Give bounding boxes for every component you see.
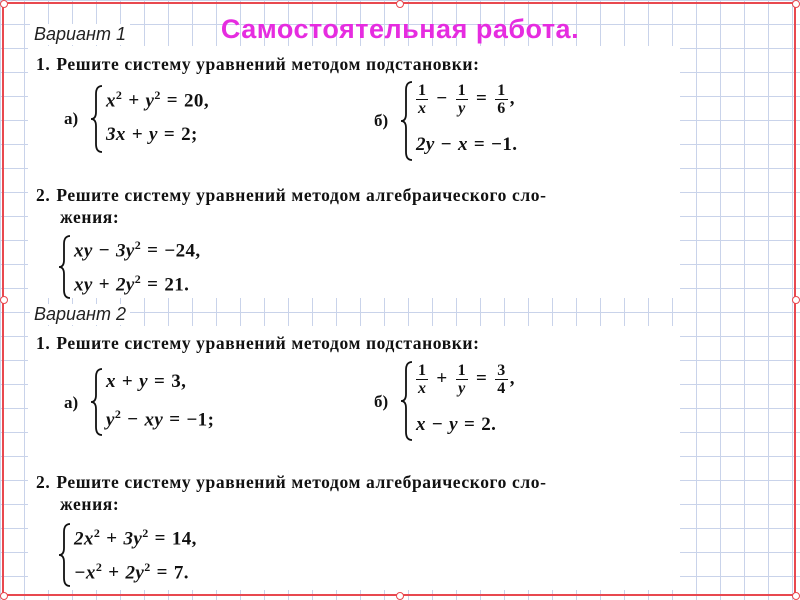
resize-handle-top-left[interactable] — [0, 0, 8, 8]
brace-icon — [90, 367, 104, 437]
v1-system-a — [90, 84, 290, 154]
fraction: $\frac{1}{y}$ — [457, 82, 467, 117]
v2-a-equation-1: x + y = 3, — [106, 371, 187, 392]
v2-a-equation-2: $y^2$ − xy = −1; — [106, 407, 215, 431]
fraction: $\frac{1}{x}$ — [418, 82, 427, 117]
resize-handle-middle-left[interactable] — [0, 296, 8, 304]
v1-a-equation-1: $x^2 + y^2 = 20$, — [106, 88, 209, 112]
v2-part-b-label: б) — [374, 392, 389, 411]
resize-handle-bottom-left[interactable] — [0, 592, 8, 600]
v1-task-2 — [36, 185, 547, 206]
resize-handle-top-right[interactable] — [792, 0, 800, 8]
v1-a-equation-2: 3x + y = 2; — [106, 124, 198, 145]
variant-2-label: Вариант 2 — [30, 304, 130, 325]
v2-system-a — [90, 367, 310, 437]
variant-1-label: Вариант 1 — [30, 24, 130, 45]
v1-system-c — [58, 234, 298, 300]
v2-c-equation-1: $2x^2 + 3y^2 = 14$, — [74, 526, 197, 550]
fraction: $\frac{3}{4}$ — [497, 362, 506, 397]
v1-task-1-text: Решите систему уравнений методом подстановки: — [56, 54, 480, 74]
v2-system-c — [58, 522, 318, 588]
v2-task-2-continuation: жения: — [60, 494, 120, 514]
brace-icon — [400, 80, 414, 162]
v1-c-equation-2: xy + $2y^2 = 21$. — [74, 272, 190, 296]
v1-b-equation-1: $\frac{1}{x}$ − $\frac{1}{y}$ = $\frac{1}{6}$ , — [418, 82, 515, 117]
v1-c-equation-1: xy − $3y^2 = -24$, — [74, 238, 201, 262]
brace-icon — [400, 360, 414, 442]
v2-system-b — [400, 360, 600, 442]
v2-task-1 — [36, 333, 480, 354]
v1-task-1-number: 1. — [36, 54, 51, 74]
resize-handle-top-center[interactable] — [396, 0, 404, 8]
v1-part-a-label: а) — [64, 109, 79, 128]
brace-icon — [58, 522, 72, 588]
v2-task-2-number: 2. — [36, 472, 51, 492]
v1-part-b-label: б) — [374, 111, 389, 130]
v2-b-equation-1: $\frac{1}{x}$ + $\frac{1}{y}$ = $\frac{3}{4}$ , — [418, 362, 515, 397]
v1-b-equation-2: 2y − x = −1. — [416, 134, 518, 155]
v1-system-b — [400, 80, 600, 162]
fraction: $\frac{1}{y}$ — [457, 362, 467, 397]
v2-part-a-label: а) — [64, 393, 79, 412]
v2-task-2-text: Решите систему уравнений методом алгебраического сло- — [56, 472, 547, 492]
resize-handle-bottom-right[interactable] — [792, 592, 800, 600]
v1-task-2-continuation: жения: — [60, 207, 120, 227]
brace-icon — [58, 234, 72, 300]
v2-task-2 — [36, 472, 547, 493]
v1-task-2-number: 2. — [36, 185, 51, 205]
v2-task-1-number: 1. — [36, 333, 51, 353]
v1-task-2-text: Решите систему уравнений методом алгебраического сло- — [56, 185, 547, 205]
v2-task-1-text: Решите систему уравнений методом подстановки: — [56, 333, 480, 353]
slide-title: Самостоятельная работа. — [220, 14, 580, 44]
v2-c-equation-2: $-x^2 + 2y^2 = 7$. — [74, 560, 189, 584]
fraction: $\frac{1}{6}$ — [497, 82, 506, 117]
brace-icon — [90, 84, 104, 154]
fraction: $\frac{1}{x}$ — [418, 362, 427, 397]
resize-handle-bottom-center[interactable] — [396, 592, 404, 600]
resize-handle-middle-right[interactable] — [792, 296, 800, 304]
v1-task-1 — [36, 54, 480, 75]
v2-b-equation-2: x − y = 2. — [416, 414, 497, 435]
